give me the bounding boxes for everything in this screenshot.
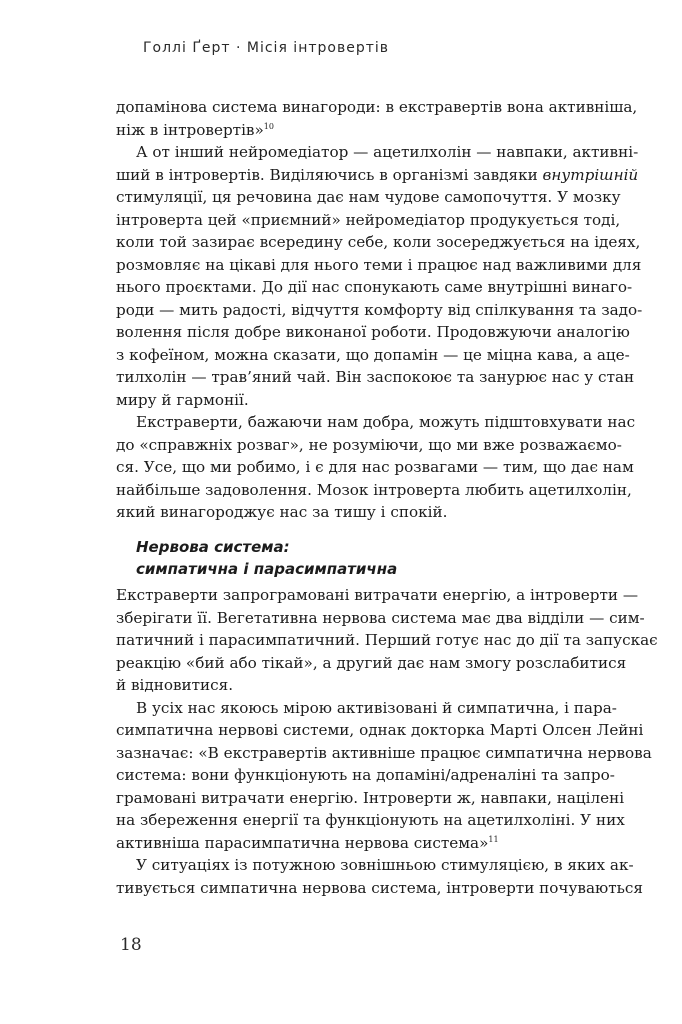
text-line: В усіх нас якоюсь мірою активізовані й симпатична, і пара- (136, 698, 617, 717)
text-line: розмовляє на цікаві для нього теми і працює над важливими для (116, 255, 642, 274)
text-line: інтроверта цей «приємний» нейромедіатор продукується тоді, (116, 210, 621, 229)
text-line: який винагороджує нас за тишу і спокій. (116, 503, 448, 521)
text-line: тивується симпатична нервова система, інтроверти почуваються (116, 878, 643, 897)
text-line: стимуляції, ця речовина дає нам чудове самопочуття. У мозку (116, 188, 621, 206)
text-line: на збереження енергії та функціонують на ацетилхоліні. У них (116, 811, 625, 829)
text-line: ся. Усе, що ми робимо, і є для нас розвагами — тим, що дає нам (116, 458, 634, 476)
text-line: коли той зазирає всередину себе, коли зосереджується на ідеях, (116, 233, 641, 251)
text-line: допамінова система винагороди: в екстравертів вона активніша, (116, 98, 638, 116)
body-text-block-1 (116, 96, 643, 524)
text-line: нього проєктами. До дії нас спонукають саме внутрішні винаго- (116, 278, 633, 296)
text-line: активніша парасимпатична нервова система»$^{11}$ (116, 833, 499, 852)
italic-word: внутрішній (542, 165, 639, 184)
footnote-ref-10: 10 (263, 121, 274, 131)
text-line: зберігати її. Вегетативна нервова система має два відділи — сим- (116, 608, 645, 627)
text-line: А от інший нейромедіатор — ацетилхолін — навпаки, активні- (136, 143, 639, 161)
text-line: ніж в інтровертів»$^{10}$ (116, 120, 274, 139)
text-line: зазначає: «В екстравертів активніше працює симпатична нервова (116, 743, 652, 762)
text-line: Екстраверти, бажаючи нам добра, можуть підштовхувати нас (136, 413, 636, 431)
section-heading (136, 536, 397, 580)
text-line: У ситуаціях із потужною зовнішньою стимуляцією, в яких ак- (136, 856, 634, 874)
text-line: система: вони функціонують на допаміні/адреналіні та запро- (116, 766, 615, 784)
text-line: грамовані витрачати енергію. Інтроверти ж, навпаки, націлені (116, 788, 625, 807)
running-header: Голлі Ґерт · Місія інтровертів (143, 40, 390, 56)
text-line: миру й гармонії. (116, 390, 249, 409)
text-line: симпатична нервові системи, однак докторка Марті Олсен Лейні (116, 721, 644, 739)
text-line: ший в інтровертів. Виділяючись в організмі завдяки внутрішній (116, 165, 639, 184)
page-number: 18 (120, 935, 142, 955)
body-text-block-2 (116, 584, 658, 899)
text-line: тилхолін — трав’яний чай. Він заспокоює та занурює нас у стан (116, 368, 635, 386)
text-line: патичний і парасимпатичний. Перший готує нас до дії та запускає (116, 631, 658, 649)
text-line: до «справжніх розваг», не розуміючи, що ми вже розважаємо- (116, 435, 622, 454)
text-line: Екстраверти запрограмовані витрачати енергію, а інтроверти — (116, 586, 639, 604)
text-line: з кофеїном, можна сказати, що допамін — це міцна кава, а аце- (116, 345, 630, 364)
text-line: волення після добре виконаної роботи. Продовжуючи аналогію (116, 323, 630, 341)
section-heading-line-1: Нервова система: (136, 538, 290, 556)
text-line: й відновитися. (116, 676, 234, 694)
text-line: роди — мить радості, відчуття комфорту від спілкування та задо- (116, 300, 643, 319)
text-line: найбільше задоволення. Мозок інтроверта любить ацетилхолін, (116, 480, 632, 499)
text-line: реакцію «бий або тікай», а другий дає нам змогу розслабитися (116, 653, 627, 672)
footnote-ref-11: 11 (488, 834, 499, 844)
section-heading-line-2: симпатична і парасимпатична (136, 560, 398, 578)
